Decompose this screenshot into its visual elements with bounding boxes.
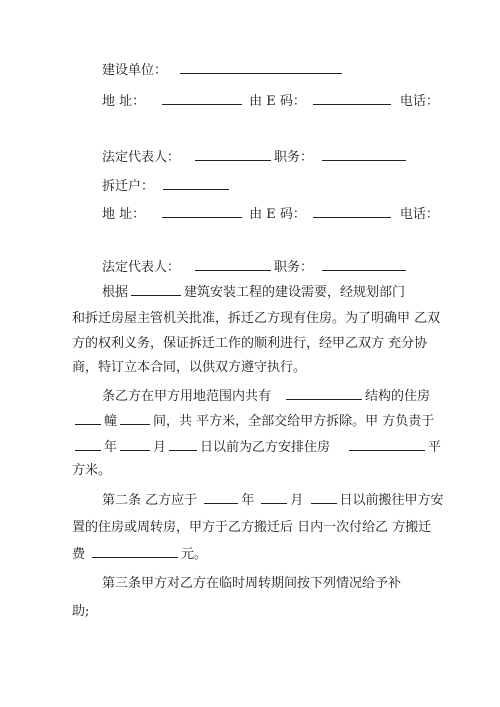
position-label: 职务： — [274, 150, 314, 165]
party-a-address-line — [102, 92, 439, 111]
postcode-label: 由 E 码： — [249, 94, 306, 109]
address-blank[interactable] — [162, 92, 242, 105]
article-3-line-2: 助; — [72, 604, 90, 619]
legal-rep-blank[interactable] — [195, 258, 271, 271]
day-blank[interactable] — [311, 491, 337, 504]
construction-unit-line — [102, 61, 345, 80]
article-2-line-1: 第二条 乙方应于 年 月 日以前搬往甲方安 — [102, 493, 444, 508]
position-blank[interactable] — [322, 258, 406, 271]
relocatee-label: 拆迁户： — [102, 179, 155, 194]
legal-rep-blank[interactable] — [195, 148, 271, 161]
preamble-line-1: 根据 建筑安装工程的建设需要，经规划部门 — [102, 285, 406, 300]
area-blank[interactable] — [349, 438, 425, 451]
project-name-blank[interactable] — [131, 283, 181, 296]
month-blank[interactable] — [261, 491, 287, 504]
postcode-blank[interactable] — [313, 205, 391, 218]
amount-blank[interactable] — [92, 545, 178, 558]
article-1-line-2: 幢 间，共 平方米，全部交给甲方拆除。甲 方负责于 — [72, 412, 434, 431]
address-blank[interactable] — [162, 205, 242, 218]
article-1-line-3: 年 月 日以前为乙方安排住房 平 — [72, 438, 441, 457]
article-1-line-1: 条乙方在甲方用地范围内共有 结构的住房 — [102, 389, 431, 404]
party-a-representative-line — [102, 148, 409, 167]
article-2-line-2: 置的住房或周转房，甲方于乙方搬迁后 日内一次付给乙 方搬迁 — [72, 520, 432, 535]
position-blank[interactable] — [322, 148, 406, 161]
address-label: 地 址： — [102, 207, 146, 222]
preamble-line-3: 方的权利义务，保证拆迁工作的顺利进行，经甲乙双方 充分协 — [72, 336, 428, 351]
legal-rep-label: 法定代表人： — [102, 260, 181, 275]
structure-blank[interactable] — [286, 387, 362, 400]
year-blank[interactable] — [204, 491, 238, 504]
day-blank[interactable] — [169, 438, 197, 451]
position-label: 职务： — [274, 260, 314, 275]
building-count-blank[interactable] — [75, 412, 101, 425]
preamble-line-2: 和拆迁房屋主管机关批准，拆迁乙方现有住房。为了明确甲 乙双 — [72, 311, 441, 326]
article-3-line-1: 第三条甲方对乙方在临时周转期间按下列情况给予补 — [102, 576, 402, 591]
construction-unit-blank[interactable] — [180, 61, 342, 74]
relocatee-blank[interactable] — [163, 177, 229, 190]
postcode-blank[interactable] — [313, 92, 391, 105]
article-1-line-4: 方米。 — [72, 463, 112, 478]
phone-label: 电话： — [399, 94, 439, 109]
phone-label: 电话： — [399, 207, 439, 222]
address-label: 地 址： — [102, 94, 146, 109]
year-blank[interactable] — [75, 438, 101, 451]
party-b-address-line — [102, 205, 439, 224]
construction-unit-label: 建设单位： — [102, 63, 168, 78]
postcode-label: 由 E 码： — [249, 207, 306, 222]
relocatee-line — [102, 177, 232, 196]
legal-rep-label: 法定代表人： — [102, 150, 181, 165]
room-count-blank[interactable] — [120, 412, 150, 425]
preamble-line-4: 商，特订立本合同，以供双方遵守执行。 — [72, 360, 307, 375]
month-blank[interactable] — [120, 438, 150, 451]
party-b-representative-line — [102, 258, 409, 277]
article-2-line-3: 费 元。 — [72, 547, 208, 562]
